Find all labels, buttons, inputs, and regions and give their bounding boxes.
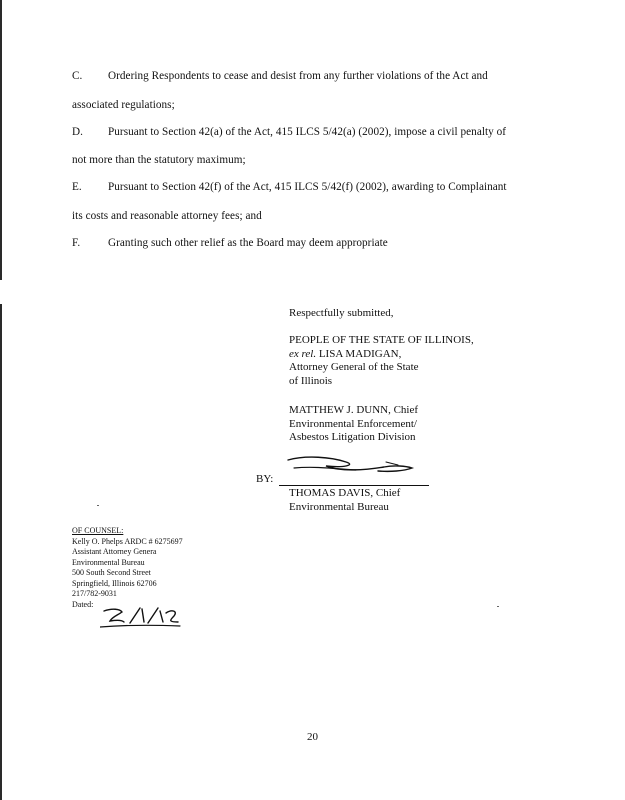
item-letter-d: D. bbox=[72, 126, 83, 138]
signer-bureau: Environmental Bureau bbox=[289, 500, 389, 513]
chief-name: MATTHEW J. DUNN, Chief bbox=[289, 404, 419, 416]
item-e-text-line2: its costs and reasonable attorney fees; and bbox=[72, 210, 262, 222]
item-letter-c: C. bbox=[72, 70, 83, 82]
item-d-text-line1: Pursuant to Section 42(a) of the Act, 415 ILCS 5/42(a) (2002), impose a civil penalty of bbox=[108, 126, 507, 138]
of-counsel-block bbox=[72, 526, 183, 610]
counsel-title: Assistant Attorney Genera bbox=[72, 547, 157, 556]
closing-block bbox=[289, 307, 393, 321]
signer-name: THOMAS DAVIS, Chief bbox=[289, 487, 401, 499]
division-block bbox=[289, 404, 418, 445]
counsel-phone: 217/782-9031 bbox=[72, 589, 117, 598]
counsel-street: 500 South Second Street bbox=[72, 568, 151, 577]
item-e-text-line1: Pursuant to Section 42(f) of the Act, 415 ILCS 5/42(f) (2002), awarding to Complainant bbox=[108, 181, 507, 193]
signer-block bbox=[289, 487, 400, 514]
ex-rel-prefix: ex rel. bbox=[289, 347, 317, 360]
counsel-name: Kelly O. Phelps ARDC # 6275697 bbox=[72, 536, 183, 546]
item-f-text-line1: Granting such other relief as the Board may deem appropriate bbox=[108, 237, 388, 249]
plaintiff-block bbox=[289, 334, 474, 388]
item-d-text-line2: not more than the statutory maximum; bbox=[72, 154, 246, 166]
item-c-text-line1: Ordering Respondents to cease and desist from any further violations of the Act and bbox=[108, 70, 488, 82]
attorney-general-line1: Attorney General of the State bbox=[289, 361, 419, 373]
division-line2: Asbestos Litigation Division bbox=[289, 431, 416, 443]
respectfully-submitted: Respectfully submitted, bbox=[289, 307, 394, 319]
attorney-general-line2: of Illinois bbox=[289, 374, 333, 387]
counsel-bureau: Environmental Bureau bbox=[72, 557, 145, 567]
item-letter-e: E. bbox=[72, 181, 82, 193]
ex-rel-name: LISA MADIGAN, bbox=[316, 347, 402, 360]
division-line1: Environmental Enforcement/ bbox=[289, 417, 417, 430]
page-scan-edge-gap bbox=[0, 280, 2, 304]
of-counsel-heading: OF COUNSEL: bbox=[72, 526, 124, 535]
ex-rel-line bbox=[289, 348, 474, 362]
item-letter-f: F. bbox=[72, 237, 81, 249]
handwritten-date bbox=[100, 605, 182, 629]
item-c-text-line2: associated regulations; bbox=[72, 99, 175, 111]
counsel-city: Springfield, Illinois 62706 bbox=[72, 578, 157, 588]
page-number: 20 bbox=[307, 731, 318, 743]
scan-speck bbox=[497, 606, 499, 607]
dated-label: Dated: bbox=[72, 599, 94, 609]
people-line: PEOPLE OF THE STATE OF ILLINOIS, bbox=[289, 334, 474, 346]
page-scan-edge bbox=[0, 0, 2, 800]
signature-line bbox=[279, 485, 429, 486]
handwritten-signature bbox=[286, 454, 416, 480]
by-label: BY: bbox=[256, 473, 274, 485]
scan-speck bbox=[97, 505, 99, 506]
